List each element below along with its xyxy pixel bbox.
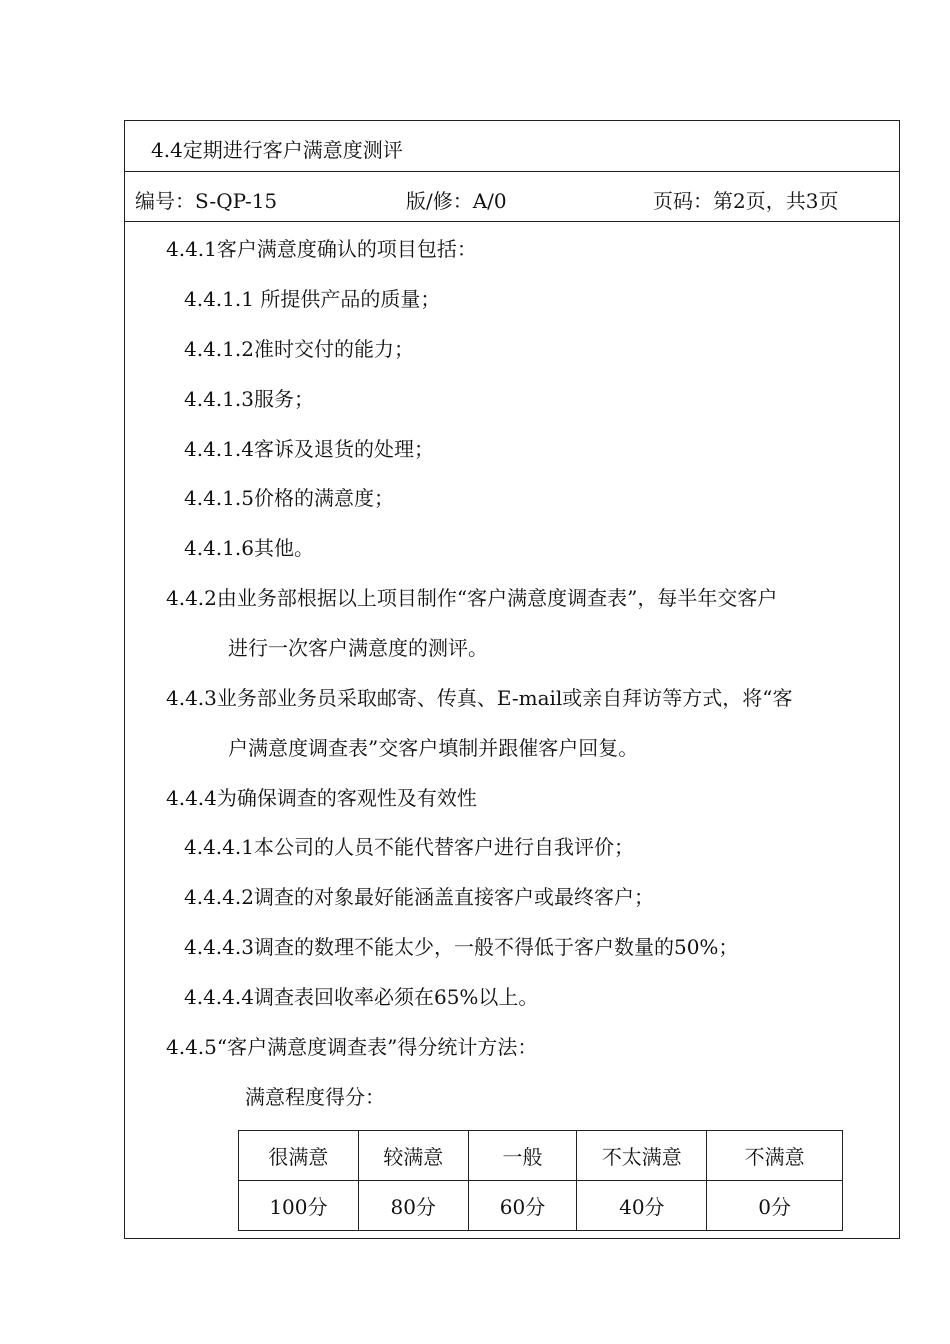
clause-4-4-3: 4.4.3业务部业务员采取邮寄、传真、E-mail或亲自拜访等方式，将“客 xyxy=(166,686,793,710)
clause-4-4-4-4: 4.4.4.4调查表回收率必须在65%以上。 xyxy=(184,985,539,1009)
clause-4-4-3-cont: 户满意度调查表”交客户填制并跟催客户回复。 xyxy=(228,736,639,760)
score-value-cell: 40分 xyxy=(577,1181,707,1231)
doc-number: 编号：S-QP-15 xyxy=(135,189,278,213)
clause-4-4-1: 4.4.1客户满意度确认的项目包括： xyxy=(166,237,477,261)
clause-4-4-4-1: 4.4.4.1本公司的人员不能代替客户进行自我评价； xyxy=(184,835,634,859)
score-table-header-row xyxy=(239,1131,843,1181)
clause-4-4-1-3: 4.4.1.3服务； xyxy=(184,387,314,411)
page-number: 页码：第2页，共3页 xyxy=(653,189,839,213)
version: 版/修：A/0 xyxy=(406,189,507,213)
score-header-cell: 很满意 xyxy=(239,1131,359,1181)
clause-4-4-4-2: 4.4.4.2调查的对象最好能涵盖直接客户或最终客户； xyxy=(184,885,654,909)
clause-4-4-1-5: 4.4.1.5价格的满意度； xyxy=(184,486,394,510)
score-header-cell: 不太满意 xyxy=(577,1131,707,1181)
section-title: 4.4定期进行客户满意度测评 xyxy=(151,138,403,162)
score-table xyxy=(238,1130,843,1231)
score-header-cell: 不满意 xyxy=(707,1131,843,1181)
meta-row xyxy=(125,172,899,222)
score-header-cell: 一般 xyxy=(468,1131,577,1181)
score-table-value-row xyxy=(239,1181,843,1231)
clause-4-4-2-cont: 进行一次客户满意度的测评。 xyxy=(228,636,488,660)
clause-4-4-4-3: 4.4.4.3调查的数理不能太少，一般不得低于客户数量的50%； xyxy=(184,935,739,959)
score-value-cell: 80分 xyxy=(358,1181,468,1231)
clause-4-4-1-1: 4.4.1.1 所提供产品的质量； xyxy=(184,287,441,311)
clause-4-4-1-2: 4.4.1.2准时交付的能力； xyxy=(184,337,414,361)
score-value-cell: 100分 xyxy=(239,1181,359,1231)
score-value-cell: 0分 xyxy=(707,1181,843,1231)
clause-4-4-5: 4.4.5“客户满意度调查表”得分统计方法： xyxy=(166,1035,538,1059)
score-caption: 满意程度得分： xyxy=(245,1085,385,1109)
score-value-cell: 60分 xyxy=(468,1181,577,1231)
clause-4-4-2: 4.4.2由业务部根据以上项目制作“客户满意度调查表”，每半年交客户 xyxy=(166,586,778,610)
score-header-cell: 较满意 xyxy=(358,1131,468,1181)
clause-4-4-1-4: 4.4.1.4客诉及退货的处理； xyxy=(184,437,434,461)
clause-4-4-4: 4.4.4为确保调查的客观性及有效性 xyxy=(166,786,477,810)
clause-4-4-1-6: 4.4.1.6其他。 xyxy=(184,536,314,560)
title-row xyxy=(125,121,899,172)
